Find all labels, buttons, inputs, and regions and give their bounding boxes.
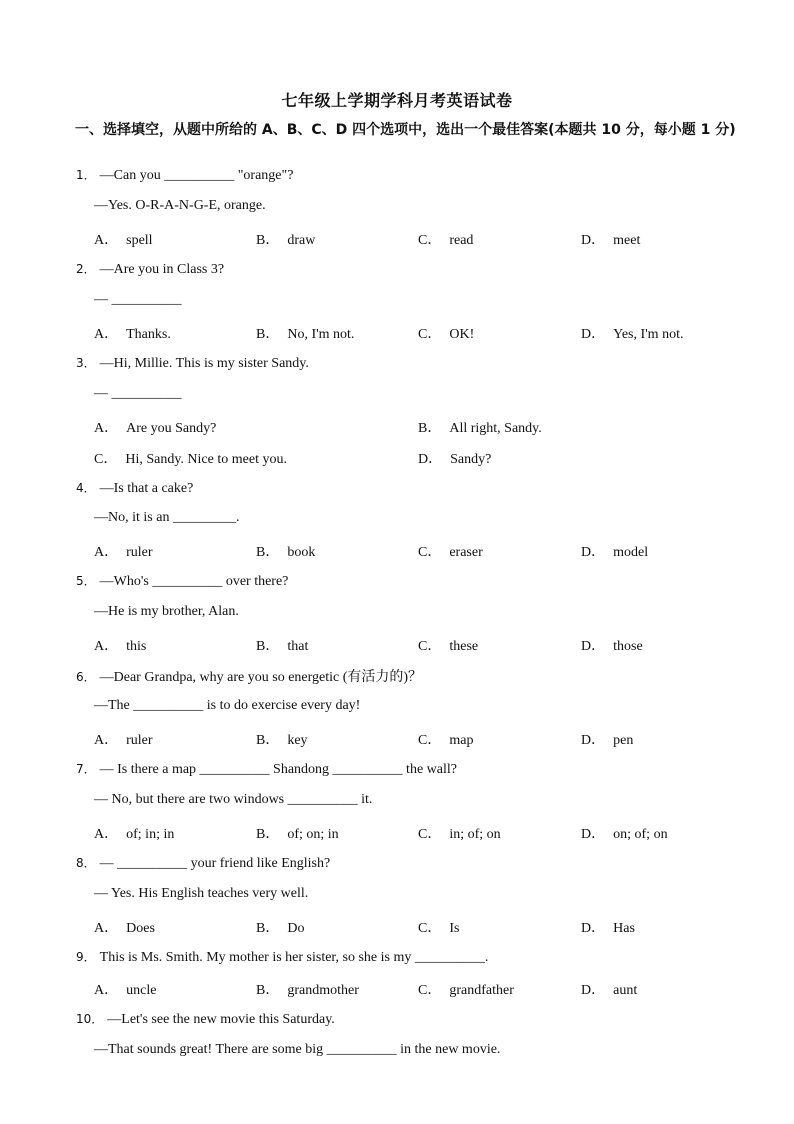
option-letter: B． bbox=[256, 983, 280, 998]
question-line: — No, but there are two windows __________ it. bbox=[94, 792, 373, 807]
answer-option bbox=[418, 417, 542, 437]
answer-option bbox=[418, 448, 491, 468]
question-text: —Are you in Class 3? bbox=[99, 262, 225, 277]
question-stem bbox=[76, 1010, 335, 1028]
option-text: Does bbox=[126, 921, 155, 936]
option-text: on; of; on bbox=[613, 827, 668, 842]
option-text: Yes, I'm not. bbox=[613, 327, 684, 342]
answer-option bbox=[581, 823, 668, 843]
answer-option bbox=[418, 729, 473, 749]
option-text: ruler bbox=[126, 545, 153, 560]
option-letter: A． bbox=[94, 545, 119, 560]
question-stem bbox=[76, 572, 288, 590]
option-letter: C． bbox=[418, 921, 442, 936]
question-line: —He is my brother, Alan. bbox=[94, 604, 239, 619]
option-text: those bbox=[613, 639, 643, 654]
option-letter: C． bbox=[418, 733, 442, 748]
option-letter: C． bbox=[418, 327, 442, 342]
answer-option bbox=[581, 917, 635, 937]
question-stem bbox=[76, 354, 309, 372]
section-heading: 一、选择填空，从题中所给的 A、B、C、D 四个选项中，选出一个最佳答案(本题共 10 分，每小题 1 分) bbox=[75, 122, 736, 138]
question-stem bbox=[76, 166, 293, 184]
option-letter: B． bbox=[256, 733, 280, 748]
answer-option bbox=[256, 323, 354, 343]
option-letter: D． bbox=[581, 639, 606, 654]
question-number: 4． bbox=[76, 481, 96, 495]
option-text: grandmother bbox=[287, 983, 359, 998]
option-letter: C． bbox=[418, 233, 442, 248]
answer-option bbox=[256, 823, 339, 843]
answer-option bbox=[94, 729, 153, 749]
answer-option bbox=[418, 823, 501, 843]
answer-option bbox=[94, 229, 153, 249]
option-letter: A． bbox=[94, 639, 119, 654]
answer-option bbox=[94, 979, 156, 999]
question-line: — __________ bbox=[94, 386, 182, 401]
answer-option bbox=[581, 729, 633, 749]
option-text: Do bbox=[287, 921, 305, 936]
page-title: 七年级上学期学科月考英语试卷 bbox=[281, 91, 513, 110]
question-text: —Let's see the new movie this Saturday. bbox=[107, 1012, 335, 1027]
option-letter: D． bbox=[418, 452, 443, 467]
option-letter: D． bbox=[581, 233, 606, 248]
question-text: — Is there a map __________ Shandong __________ the wall? bbox=[99, 762, 457, 777]
answer-option bbox=[256, 729, 308, 749]
option-letter: C． bbox=[94, 452, 118, 467]
answer-option bbox=[256, 917, 304, 937]
answer-option bbox=[418, 229, 473, 249]
question-text: —Is that a cake? bbox=[99, 481, 194, 496]
option-letter: B． bbox=[256, 639, 280, 654]
answer-option bbox=[94, 917, 155, 937]
option-letter: D． bbox=[581, 327, 606, 342]
question-number: 3． bbox=[76, 356, 96, 370]
question-stem bbox=[76, 948, 488, 966]
option-letter: C． bbox=[418, 639, 442, 654]
option-letter: C． bbox=[418, 983, 442, 998]
option-text: model bbox=[613, 545, 649, 560]
option-text: key bbox=[287, 733, 308, 748]
option-text: draw bbox=[287, 233, 316, 248]
answer-option bbox=[256, 541, 315, 561]
question-line: — Yes. His English teaches very well. bbox=[94, 886, 309, 901]
option-letter: D． bbox=[581, 545, 606, 560]
question-stem bbox=[76, 260, 224, 278]
option-text: OK! bbox=[449, 327, 475, 342]
option-letter: B． bbox=[256, 327, 280, 342]
question-text: —Dear Grandpa, why are you so energetic (有活力的)？ bbox=[99, 670, 423, 685]
answer-option bbox=[94, 541, 153, 561]
question-line: —The __________ is to do exercise every day! bbox=[94, 698, 361, 713]
option-text: that bbox=[287, 639, 309, 654]
option-letter: A． bbox=[94, 733, 119, 748]
answer-option bbox=[94, 635, 146, 655]
option-text: ruler bbox=[126, 733, 153, 748]
answer-option bbox=[418, 635, 478, 655]
question-number: 2． bbox=[76, 262, 96, 276]
question-number: 10． bbox=[76, 1012, 104, 1026]
option-text: meet bbox=[613, 233, 641, 248]
question-stem bbox=[76, 666, 422, 686]
option-text: uncle bbox=[126, 983, 157, 998]
option-text: Are you Sandy? bbox=[126, 421, 217, 436]
option-letter: B． bbox=[256, 921, 280, 936]
answer-option bbox=[581, 979, 637, 999]
question-text: —Who's __________ over there? bbox=[99, 574, 289, 589]
answer-option bbox=[94, 323, 171, 343]
option-text: Thanks. bbox=[126, 327, 171, 342]
option-letter: D． bbox=[581, 983, 606, 998]
option-text: eraser bbox=[449, 545, 483, 560]
option-letter: B． bbox=[256, 827, 280, 842]
question-stem bbox=[76, 479, 193, 497]
question-line: —Yes. O-R-A-N-G-E, orange. bbox=[94, 198, 266, 213]
option-letter: D． bbox=[581, 827, 606, 842]
answer-option bbox=[94, 417, 216, 437]
question-number: 1． bbox=[76, 168, 96, 182]
option-text: All right, Sandy. bbox=[449, 421, 542, 436]
option-letter: A． bbox=[94, 233, 119, 248]
answer-option bbox=[256, 979, 359, 999]
option-text: Is bbox=[449, 921, 460, 936]
option-text: pen bbox=[613, 733, 634, 748]
option-text: aunt bbox=[613, 983, 638, 998]
option-text: Has bbox=[613, 921, 635, 936]
option-letter: A． bbox=[94, 327, 119, 342]
option-text: Sandy? bbox=[450, 452, 492, 467]
question-number: 9． bbox=[76, 950, 96, 964]
option-letter: A． bbox=[94, 421, 119, 436]
answer-option bbox=[418, 323, 474, 343]
option-text: of; in; in bbox=[126, 827, 175, 842]
option-text: No, I'm not. bbox=[287, 327, 355, 342]
answer-option bbox=[581, 541, 648, 561]
option-text: of; on; in bbox=[287, 827, 339, 842]
answer-option bbox=[581, 229, 640, 249]
question-line: —No, it is an _________. bbox=[94, 510, 240, 525]
option-letter: B． bbox=[418, 421, 442, 436]
question-number: 8． bbox=[76, 856, 96, 870]
option-text: Hi, Sandy. Nice to meet you. bbox=[125, 452, 287, 467]
question-text: —Can you __________ "orange"? bbox=[99, 168, 294, 183]
answer-option bbox=[256, 635, 308, 655]
option-text: grandfather bbox=[449, 983, 514, 998]
option-letter: A． bbox=[94, 921, 119, 936]
option-letter: C． bbox=[418, 545, 442, 560]
answer-option bbox=[94, 823, 174, 843]
question-line: — __________ bbox=[94, 292, 182, 307]
option-letter: C． bbox=[418, 827, 442, 842]
option-letter: A． bbox=[94, 983, 119, 998]
answer-option bbox=[256, 229, 315, 249]
answer-option bbox=[418, 979, 514, 999]
question-stem bbox=[76, 854, 330, 872]
option-text: map bbox=[449, 733, 474, 748]
option-text: book bbox=[287, 545, 316, 560]
option-text: this bbox=[126, 639, 147, 654]
option-letter: D． bbox=[581, 733, 606, 748]
question-line: —That sounds great! There are some big __________ in the new movie. bbox=[94, 1042, 501, 1057]
option-text: spell bbox=[126, 233, 153, 248]
answer-option bbox=[94, 448, 287, 468]
option-letter: B． bbox=[256, 233, 280, 248]
answer-option bbox=[418, 917, 459, 937]
option-text: these bbox=[449, 639, 479, 654]
answer-option bbox=[581, 635, 643, 655]
question-stem bbox=[76, 760, 457, 778]
answer-option bbox=[581, 323, 683, 343]
option-letter: D． bbox=[581, 921, 606, 936]
option-letter: B． bbox=[256, 545, 280, 560]
option-text: read bbox=[449, 233, 474, 248]
option-text: in; of; on bbox=[449, 827, 501, 842]
question-text: —Hi, Millie. This is my sister Sandy. bbox=[99, 356, 309, 371]
question-text: — __________ your friend like English? bbox=[99, 856, 331, 871]
answer-option bbox=[418, 541, 483, 561]
question-number: 5． bbox=[76, 574, 96, 588]
question-text: This is Ms. Smith. My mother is her sister, so she is my __________. bbox=[99, 950, 489, 965]
question-number: 6． bbox=[76, 670, 96, 684]
question-number: 7． bbox=[76, 762, 96, 776]
option-letter: A． bbox=[94, 827, 119, 842]
